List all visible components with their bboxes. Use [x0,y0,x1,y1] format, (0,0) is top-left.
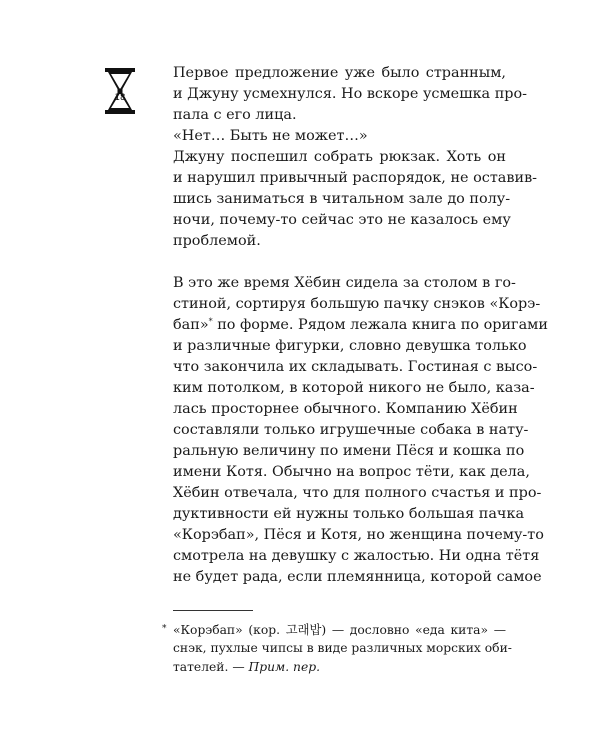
text-line: пала с его лица. [173,107,297,123]
footnote [162,620,512,677]
body-text [173,63,548,588]
text-fragment: бап» [173,317,209,333]
text-line: проблемой. [173,233,261,249]
footnote-ref: * [208,317,213,326]
text-line: что закончила их складывать. Гостиная с высо- [173,359,538,375]
text-line: Первое предложение уже было странным, [173,65,506,81]
text-line: и Джуну усмехнулся. Но вскоре усмешка про- [173,86,528,102]
translator-note: Прим. пер. [248,660,321,674]
page-marker [103,68,137,114]
text-line [173,315,548,336]
footnote-text: тателей. — [173,660,249,674]
text-line: Хёбин отвечала, что для полного счастья и про- [173,485,542,501]
page-number: 18 [114,93,126,103]
text-line: лась просторнее обычного. Компанию Хёбин [173,401,518,417]
paragraph-gap [173,252,506,273]
text-line: «Нет… Быть не может…» [173,128,368,144]
footnote-mark: * [162,624,167,634]
text-line: Джуну поспешил собрать рюкзак. Хоть он [173,149,506,165]
text-line: и различные фигурки, словно девушка только [173,338,527,354]
text-line: ким потолком, в которой никого не было, каза- [173,380,535,396]
text-line: составляли только игрушечные собака в нату- [173,422,529,438]
text-line: ночи, почему-то сейчас это не казалось ему [173,212,511,228]
footnote-line [162,620,506,639]
footnote-divider [173,610,253,611]
text-line: смотрела на девушку с жалостью. Ни одна тётя [173,548,540,564]
text-line: шись заниматься в читальном зале до полу- [173,191,511,207]
footnote-line: снэк, пухлые чипсы в виде различных морских оби- [173,641,512,655]
text-line: «Корэбап», Пёся и Котя, но женщина почему-то [173,527,544,543]
text-line: ральную величину по имени Пёся и кошка по [173,443,525,459]
text-line: дуктивности ей нужны только большая пачка [173,506,525,522]
text-line: В это же время Хёбин сидела за столом в го- [173,275,516,291]
text-line: стиной, сортируя большую пачку снэков «Корэ- [173,296,541,312]
footnote-text: «Корэбап» (кор. 고래밥) — дословно «еда кита» — [173,623,506,637]
text-line: имени Котя. Обычно на вопрос тёти, как дела, [173,464,530,480]
hourglass-icon [103,68,137,114]
text-line: не будет рада, если племянница, которой самое [173,569,542,585]
text-fragment: по форме. Рядом лежала книга по оригами [217,317,548,333]
text-line: и нарушил привычный распорядок, не оставив- [173,170,538,186]
footnote-line [173,658,506,677]
